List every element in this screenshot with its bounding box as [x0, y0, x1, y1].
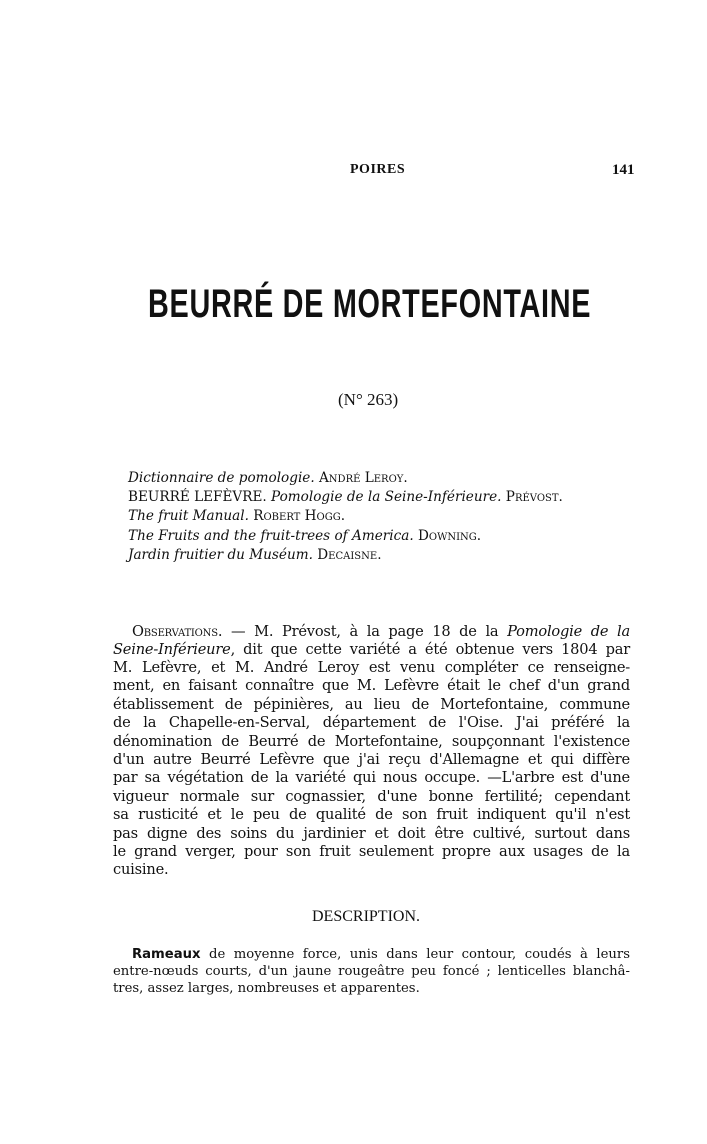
italic-title: Pomologie de la [507, 623, 630, 640]
page-number: 141 [612, 162, 635, 178]
text-line: tres, assez larges, nombreuses et apparentes. [113, 981, 420, 996]
text-line: pas digne des soins du jardinier et doit être cultivé, surtout dans [113, 824, 630, 842]
reference-title: The Fruits and the fruit-trees of America. [128, 528, 414, 544]
running-head: POIRES [350, 162, 406, 177]
variety-number: (N° 263) [338, 390, 399, 409]
text-line: M. Lefèvre, et M. André Leroy est venu compléter ce renseigne- [113, 659, 630, 676]
reference-title: Pomologie de la Seine-Inférieure. [271, 489, 502, 505]
description-lead: Rameaux [132, 947, 201, 962]
italic-title: Seine-Inférieure [113, 641, 231, 658]
description-heading: DESCRIPTION. [312, 908, 421, 925]
text-span: de moyenne force, unis dans leur contour, coudés à leurs [200, 947, 630, 962]
text-line [132, 623, 630, 641]
text-line: par sa végétation de la variété qui nous occupe. —L'arbre est d'une [113, 769, 630, 787]
text-line: établissement de pépinières, au lieu de Mortefontaine, commune [113, 695, 630, 713]
text-line: de la Chapelle-en-Serval, département de l'Oise. J'ai préféré la [113, 714, 630, 732]
reference-author: Decaisne. [317, 547, 382, 563]
synonym: BEURRÉ LEFÈVRE. [128, 489, 267, 505]
text-line: vigueur normale sur cognassier, d'une bonne fertilité; cependant [113, 787, 630, 805]
reference-title: Jardin fruitier du Muséum. [128, 547, 313, 563]
reference [128, 489, 563, 505]
reference [128, 470, 408, 486]
text-line: dénomination de Beurré de Mortefontaine, soupçonnant l'existence [113, 732, 630, 750]
text-line: le grand verger, pour son fruit seulement propre aux usages de la [113, 843, 630, 860]
reference-author: Downing. [417, 528, 482, 544]
reference-author: André Leroy. [318, 470, 408, 486]
text-line: ment, en faisant connaître que M. Lefèvre était le chef d'un grand [113, 677, 630, 695]
observations-label: Observations. [132, 623, 223, 640]
reference-title: The fruit Manual. [128, 508, 249, 524]
text-line [132, 946, 630, 963]
reference-author: Robert Hogg. [253, 508, 346, 524]
text-span: , dit que cette variété a été obtenue vers 1804 par [230, 641, 630, 658]
text-span: — M. Prévost, à la page 18 de la [222, 623, 508, 640]
text-line: entre-nœuds courts, d'un jaune rougeâtre peu foncé ; lenticelles blanchâ- [113, 964, 630, 979]
reference-author: Prévost. [505, 489, 563, 505]
page-title: BEURRÉ DE MORTEFONTAINE [148, 282, 592, 326]
text-line: sa rusticité et le peu de qualité de son fruit indiquent qu'il n'est [113, 806, 630, 824]
text-line [113, 641, 630, 659]
reference [128, 528, 481, 544]
text-line: d'un autre Beurré Lefèvre que j'ai reçu d'Allemagne et qui diffère [113, 751, 630, 768]
reference-title: Dictionnaire de pomologie. [128, 470, 315, 486]
reference [128, 547, 382, 563]
text-line: cuisine. [113, 861, 169, 879]
reference [128, 508, 345, 524]
